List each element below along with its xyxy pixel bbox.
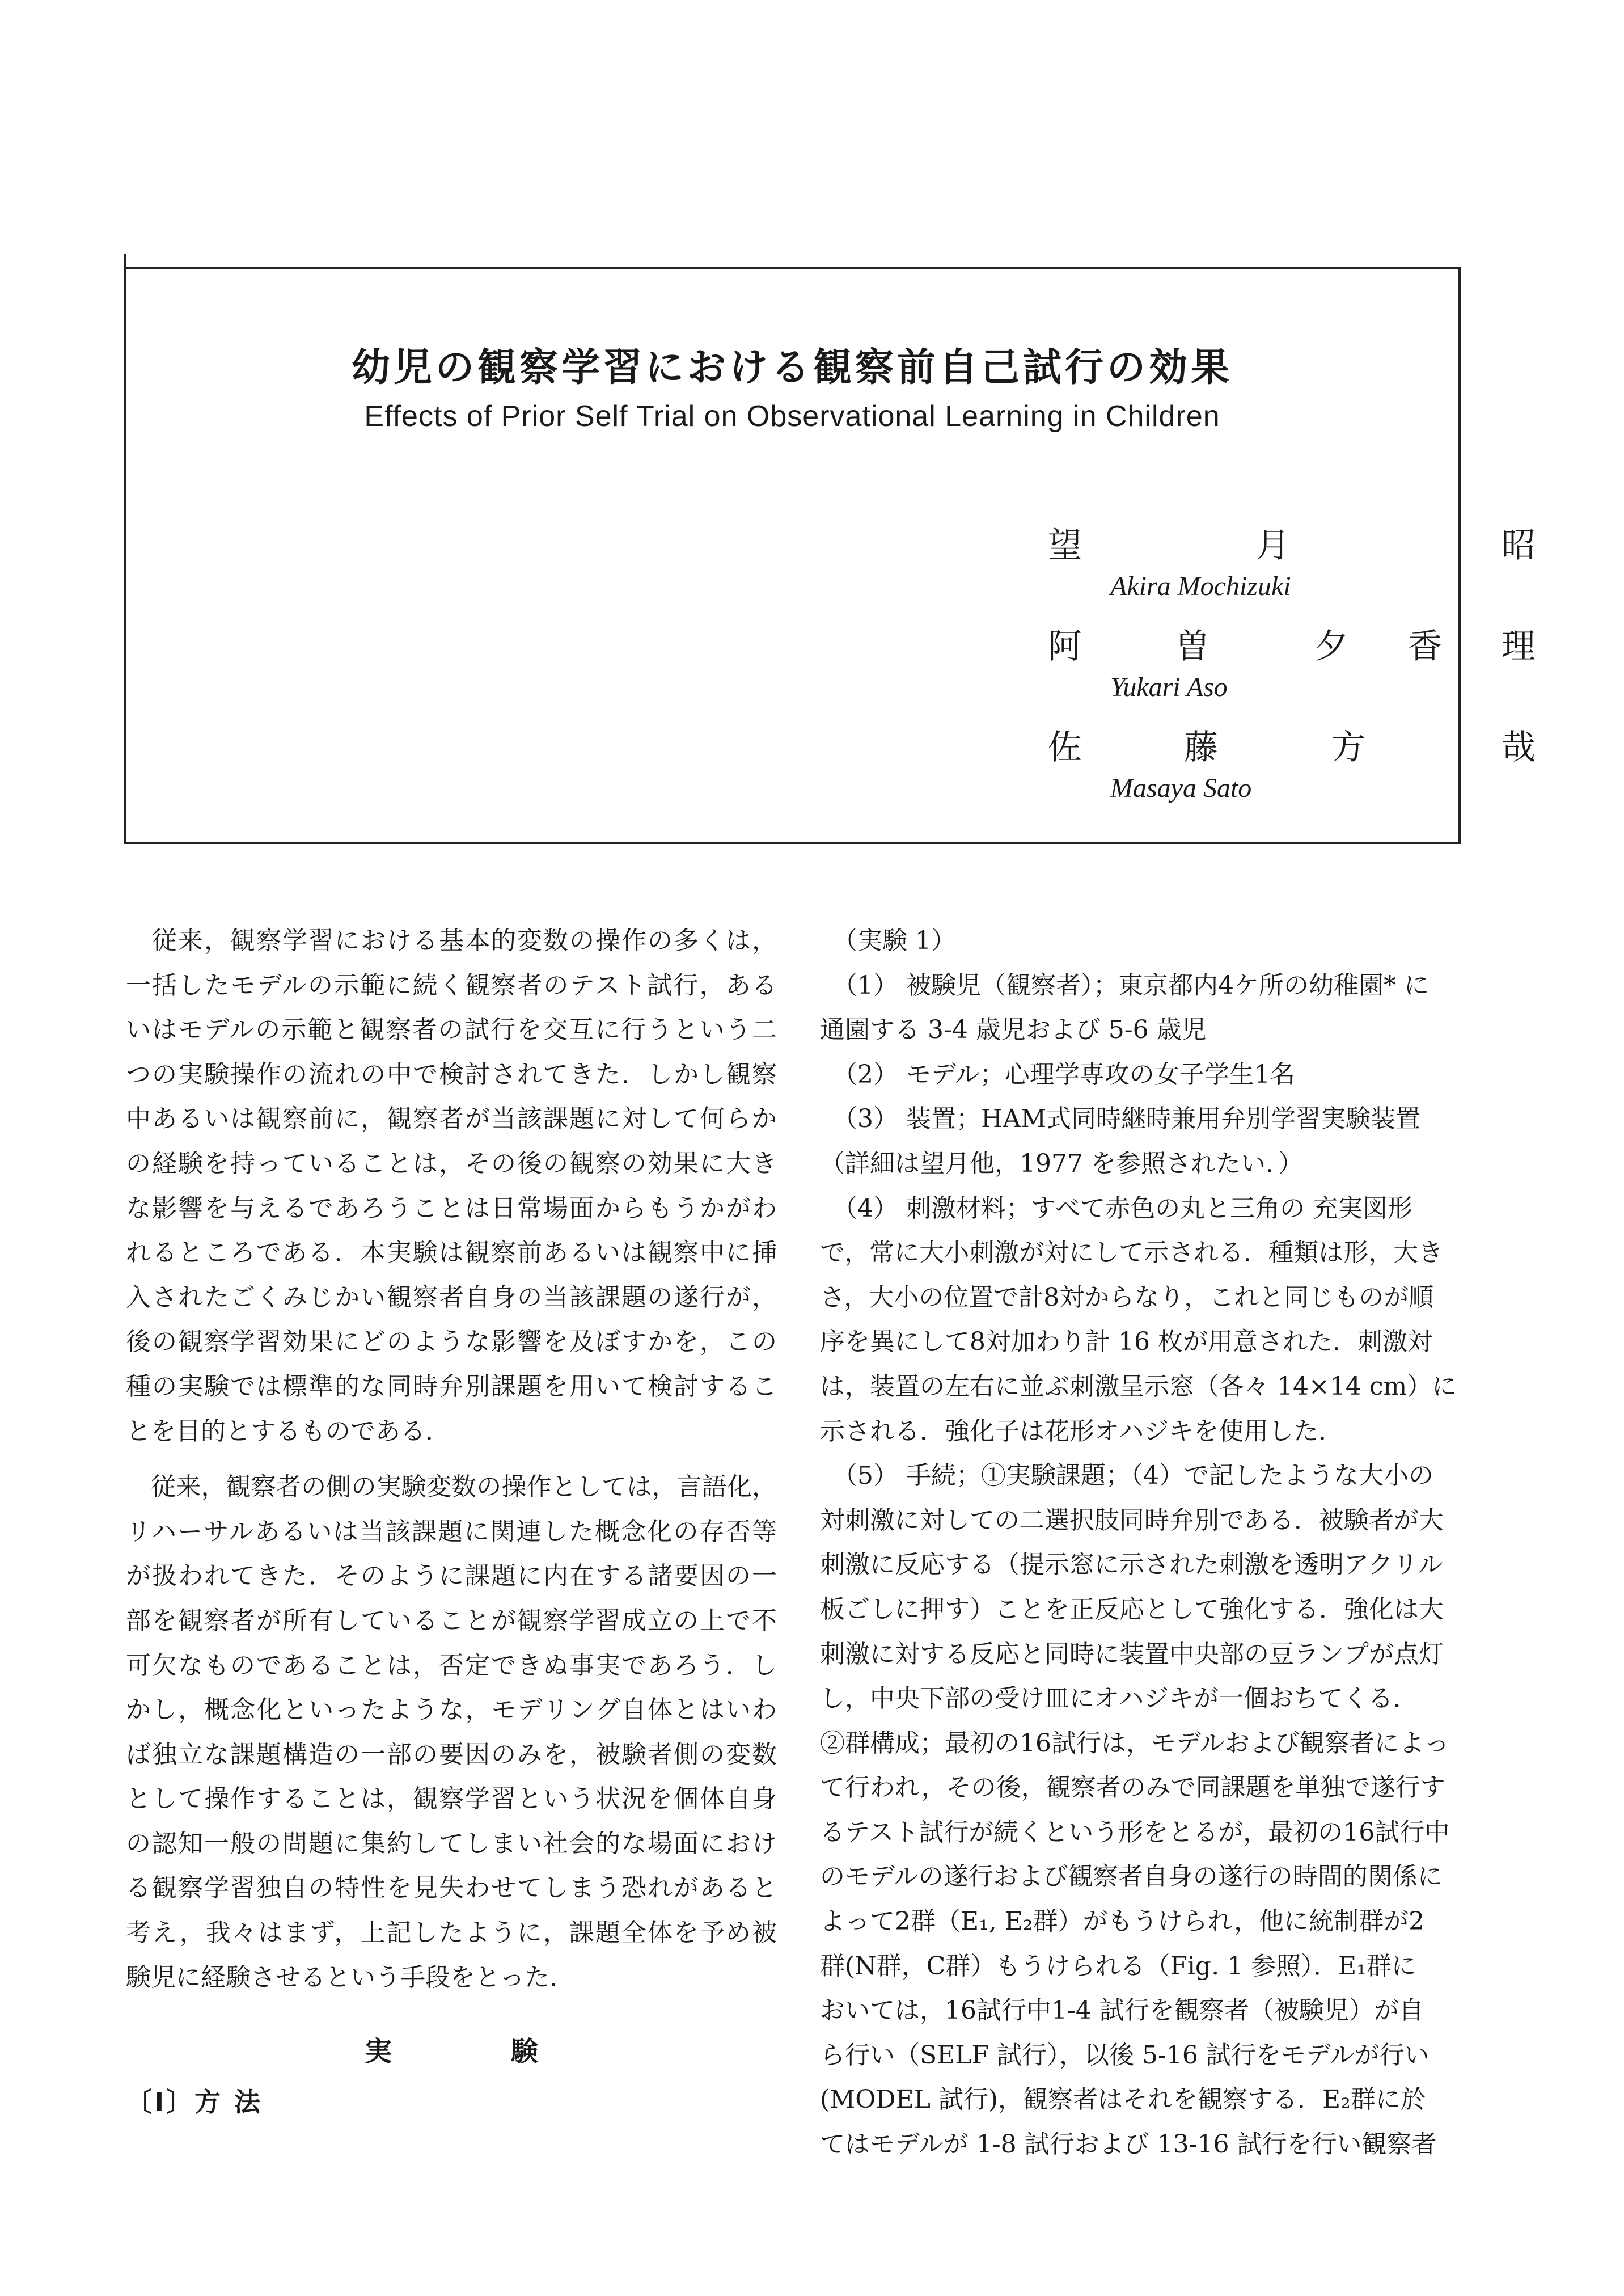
- text-line: 従来，観察学習における基本的変数の操作の多くは，: [126, 926, 777, 955]
- right-column: [820, 919, 1471, 2167]
- text-line: （3） 装置；HAM式同時継時兼用弁別学習実験装置: [820, 1104, 1421, 1134]
- text-line: ら行い（SELF 試行），以後 5-16 試行をモデルが行い: [820, 2040, 1430, 2070]
- paragraph-background: [126, 1465, 777, 2000]
- text-line: （詳細は望月他，1977 を参照されたい．）: [820, 1149, 1303, 1178]
- text-line: ば独立な課題構造の一部の要因のみを，被験者側の変数: [126, 1740, 777, 1769]
- text-line: (MODEL 試行)，観察者はそれを観察する．E₂群に於: [820, 2085, 1426, 2114]
- text-line: さ，大小の位置で計8対からなり，これと同じものが順: [820, 1282, 1434, 1312]
- text-line: れるところである．本実験は観察前あるいは観察中に挿: [126, 1238, 777, 1268]
- text-line: （1） 被験児（観察者）；東京都内4ケ所の幼稚園* に: [820, 970, 1429, 1000]
- text-line: 種の実験では標準的な同時弁別課題を用いて検討するこ: [126, 1371, 777, 1401]
- sub-heading-method: 〔I〕方 法: [126, 2086, 263, 2117]
- text-line: 考え，我々はまず，上記したように，課題全体を予め被: [126, 1918, 777, 1948]
- paragraph-intro: [126, 919, 777, 1454]
- text-line: し，中央下部の受け皿にオハジキが一個おちてくる．: [820, 1684, 1418, 1713]
- author-name-romaji: Akira Mochizuki: [1110, 571, 1291, 601]
- text-line: 示される．強化子は花形オハジキを使用した．: [820, 1416, 1344, 1446]
- paper-title-japanese: 幼児の観察学習における観察前自己試行の効果: [351, 345, 1233, 390]
- experiment-description: [820, 919, 1471, 2167]
- text-line: （5） 手続；①実験課題；（4）で記したような大小の: [820, 1461, 1433, 1491]
- left-column: [126, 919, 777, 2124]
- author-block: [1048, 518, 1536, 602]
- text-line: て行われ，その後，観察者のみで同課題を単独で遂行す: [820, 1773, 1445, 1803]
- text-line: 可欠なものであることは，否定できぬ事実であろう．し: [126, 1651, 777, 1680]
- text-line: よって2群（E₁, E₂群）がもうけられ，他に統制群が2: [820, 1907, 1425, 1936]
- author-block: [1048, 720, 1536, 804]
- text-line: おいては，16試行中1-4 試行を観察者（被験児）が自: [820, 1996, 1424, 2025]
- text-line: が扱われてきた．そのように課題に内在する諸要因の一: [126, 1561, 777, 1591]
- text-line: （2） モデル；心理学専攻の女子学生1名: [820, 1060, 1295, 1089]
- text-line: リハーサルあるいは当該課題に関連した概念化の存否等: [126, 1517, 777, 1546]
- section-heading: 実験: [364, 2036, 657, 2068]
- text-line: 部を観察者が所有していることが観察学習成立の上で不: [126, 1606, 777, 1635]
- author-name-japanese: 阿 曽 夕 香 理: [1048, 627, 1536, 666]
- title-box: [124, 267, 1536, 844]
- text-line: 序を異にして8対加わり計 16 枚が用意された．刺激対: [820, 1327, 1432, 1357]
- text-line: の認知一般の問題に集約してしまい社会的な場面におけ: [126, 1829, 777, 1858]
- author-name-japanese: 佐 藤 方 哉: [1048, 728, 1536, 767]
- text-line: 従来，観察者の側の実験変数の操作としては，言語化，: [126, 1472, 777, 1502]
- text-line: で，常に大小刺激が対にして示される．種類は形，大き: [820, 1238, 1444, 1268]
- text-line: つの実験操作の流れの中で検討されてきた．しかし観察: [126, 1060, 777, 1089]
- text-line: 群(N群，C群）もうけられる（Fig. 1 参照）．E₁群に: [820, 1951, 1416, 1981]
- author-block: [1048, 619, 1536, 703]
- text-line: てはモデルが 1-8 試行および 13-16 試行を行い観察者: [820, 2130, 1437, 2159]
- text-line: のモデルの遂行および観察者自身の遂行の時間的関係に: [820, 1862, 1443, 1892]
- text-line: ②群構成；最初の16試行は，モデルおよび観察者によっ: [820, 1728, 1449, 1758]
- text-line: 板ごしに押す）ことを正反応として強化する．強化は大: [820, 1594, 1444, 1624]
- text-line: 入されたごくみじかい観察者自身の当該課題の遂行が，: [126, 1282, 777, 1312]
- text-line: （4） 刺激材料；すべて赤色の丸と三角の 充実図形: [820, 1193, 1413, 1223]
- text-line: として操作することは，観察学習という状況を個体自身: [126, 1784, 777, 1814]
- author-name-romaji: Yukari Aso: [1110, 672, 1228, 702]
- text-line: るテスト試行が続くという形をとるが，最初の16試行中: [820, 1817, 1450, 1847]
- text-line: る観察学習独自の特性を見失わせてしまう恐れがあると: [126, 1873, 777, 1903]
- text-line: 刺激に反応する（提示窓に示された刺激を透明アクリル: [820, 1550, 1443, 1580]
- text-line: な影響を与えるであろうことは日常場面からもうかがわ: [126, 1193, 777, 1223]
- paper-title-english: Effects of Prior Self Trial on Observational Learning in Children: [364, 400, 1220, 433]
- text-line: とを目的とするものである．: [126, 1416, 450, 1446]
- text-line: 一括したモデルの示範に続く観察者のテスト試行，ある: [126, 970, 777, 1000]
- text-line: かし，概念化といったような，モデリング自体とはいわ: [126, 1695, 777, 1725]
- author-name-romaji: Masaya Sato: [1110, 773, 1252, 803]
- frame-tick: [124, 254, 126, 284]
- text-line: 中あるいは観察前に，観察者が当該課題に対して何らか: [126, 1104, 777, 1134]
- text-line: 刺激に対する反応と同時に装置中央部の豆ランプが点灯: [820, 1639, 1444, 1669]
- text-line: いはモデルの示範と観察者の試行を交互に行うという二: [126, 1015, 777, 1045]
- text-line: 通園する 3-4 歳児および 5-6 歳児: [820, 1015, 1207, 1045]
- text-line: 後の観察学習効果にどのような影響を及ぼすかを，この: [126, 1327, 777, 1357]
- text-line: の経験を持っていることは，その後の観察の効果に大き: [126, 1149, 777, 1178]
- text-line: 験児に経験させるという手段をとった．: [126, 1962, 575, 1992]
- author-name-japanese: 望 月 昭: [1048, 526, 1536, 565]
- text-line: 対刺激に対しての二選択肢同時弁別である．被験者が大: [820, 1505, 1444, 1535]
- text-line: （実験 1）: [820, 926, 956, 955]
- text-line: は，装置の左右に並ぶ刺激呈示窓（各々 14×14 cm）に: [820, 1371, 1457, 1401]
